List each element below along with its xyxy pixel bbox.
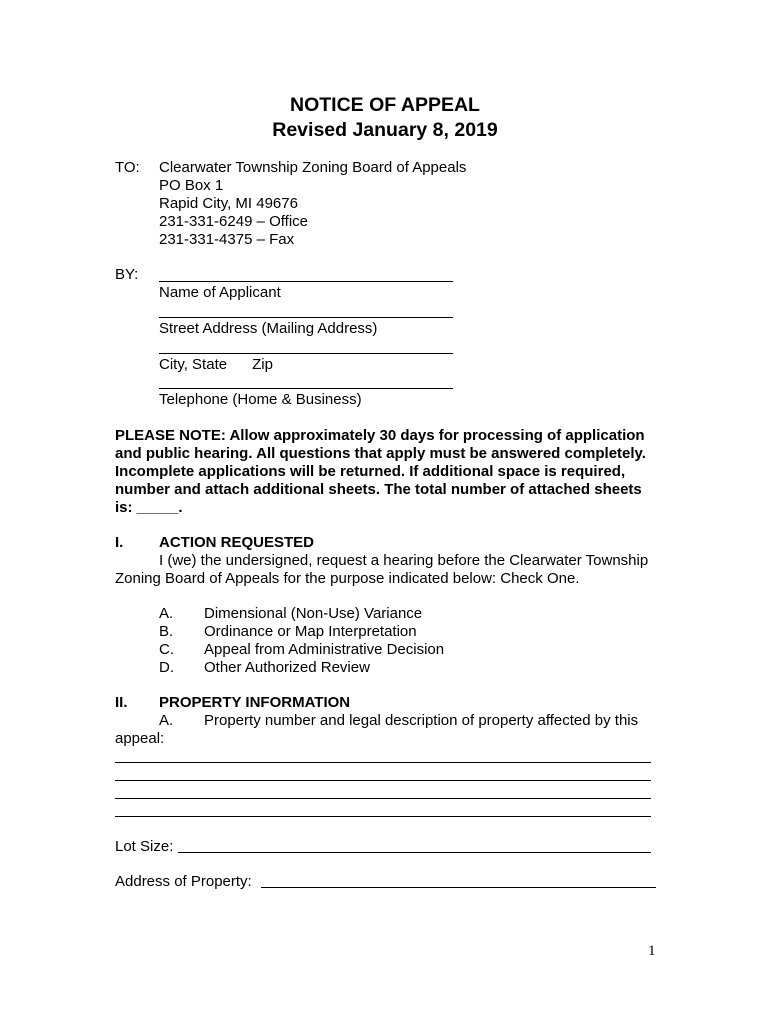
applicant-name-label: Name of Applicant bbox=[159, 284, 281, 301]
note-line-1: PLEASE NOTE: Allow approximately 30 days for processing of application bbox=[115, 427, 645, 444]
legal-description-line-4[interactable] bbox=[115, 816, 651, 817]
to-line-5: 231-331-4375 – Fax bbox=[159, 231, 295, 248]
section-2-item-text: Property number and legal description of property affected by this bbox=[204, 712, 639, 729]
lot-size-label: Lot Size: bbox=[115, 838, 174, 855]
to-line-4: 231-331-6249 – Office bbox=[159, 213, 308, 230]
note-line-5: is: _____. bbox=[115, 499, 183, 516]
section-1-text-line-2: Zoning Board of Appeals for the purpose indicated below: Check One. bbox=[115, 570, 580, 587]
street-address-label: Street Address (Mailing Address) bbox=[159, 320, 378, 337]
section-2-item-text-cont: appeal: bbox=[115, 730, 165, 747]
to-label: TO: bbox=[115, 159, 140, 176]
section-1-heading: ACTION REQUESTED bbox=[159, 534, 315, 551]
option-a-label[interactable]: Dimensional (Non-Use) Variance bbox=[204, 605, 423, 622]
applicant-name-line[interactable] bbox=[159, 281, 453, 282]
page-number: 1 bbox=[648, 943, 656, 959]
property-address-label: Address of Property: bbox=[115, 873, 252, 890]
section-1-number: I. bbox=[115, 534, 124, 551]
section-2-number: II. bbox=[115, 694, 128, 711]
to-line-1: Clearwater Township Zoning Board of Appeals bbox=[159, 159, 467, 176]
note-line-4: number and attach additional sheets. The total number of attached sheets bbox=[115, 481, 642, 498]
city-state-zip-label: City, State Zip bbox=[159, 356, 273, 373]
legal-description-line-3[interactable] bbox=[115, 798, 651, 799]
option-d-letter: D. bbox=[159, 659, 174, 676]
section-1-text-line-1: I (we) the undersigned, request a hearing before the Clearwater Township bbox=[159, 552, 649, 569]
section-2-item-letter: A. bbox=[159, 712, 174, 729]
option-b-letter: B. bbox=[159, 623, 174, 640]
note-line-2: and public hearing. All questions that apply must be answered completely. bbox=[115, 445, 646, 462]
legal-description-line-1[interactable] bbox=[115, 762, 651, 763]
option-c-letter: C. bbox=[159, 641, 174, 658]
section-2-heading: PROPERTY INFORMATION bbox=[159, 694, 351, 711]
city-state-zip-line[interactable] bbox=[159, 353, 453, 354]
page-title: NOTICE OF APPEAL bbox=[290, 94, 480, 116]
lot-size-line[interactable] bbox=[178, 852, 651, 853]
option-a-letter: A. bbox=[159, 605, 174, 622]
option-c-label[interactable]: Appeal from Administrative Decision bbox=[204, 641, 445, 658]
page-subtitle: Revised January 8, 2019 bbox=[272, 119, 498, 141]
to-line-3: Rapid City, MI 49676 bbox=[159, 195, 298, 212]
legal-description-line-2[interactable] bbox=[115, 780, 651, 781]
property-address-line[interactable] bbox=[261, 887, 656, 888]
telephone-label: Telephone (Home & Business) bbox=[159, 391, 362, 408]
option-b-label[interactable]: Ordinance or Map Interpretation bbox=[204, 623, 417, 640]
telephone-line[interactable] bbox=[159, 388, 453, 389]
street-address-line[interactable] bbox=[159, 317, 453, 318]
to-line-2: PO Box 1 bbox=[159, 177, 224, 194]
by-label: BY: bbox=[115, 266, 139, 283]
option-d-label[interactable]: Other Authorized Review bbox=[204, 659, 370, 676]
note-line-3: Incomplete applications will be returned. If additional space is required, bbox=[115, 463, 626, 480]
